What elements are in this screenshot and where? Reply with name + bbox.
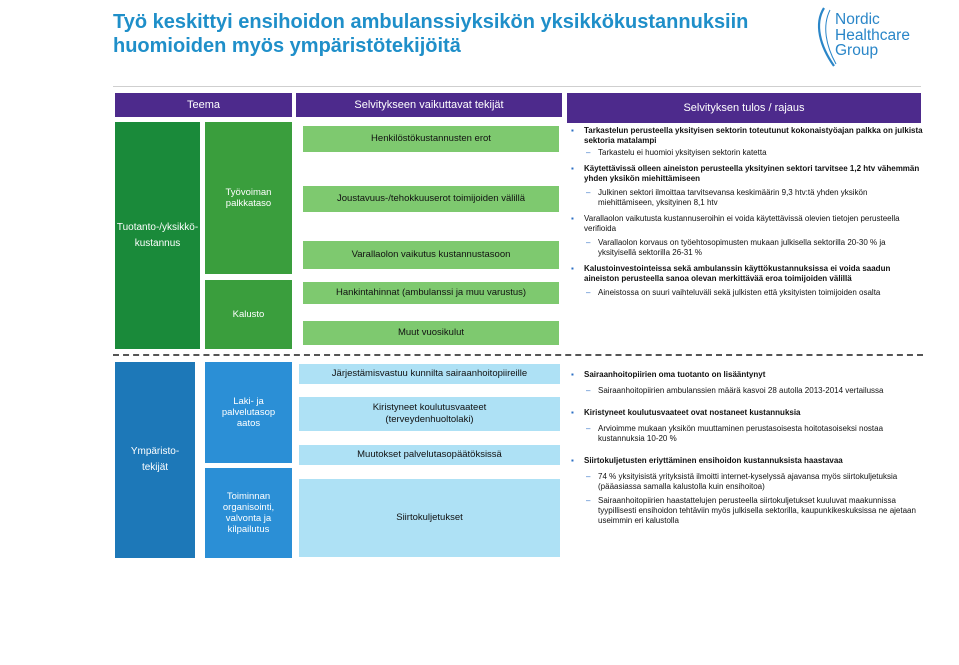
dash-icon: –	[586, 424, 591, 433]
subtheme-law-label: Laki- ja palvelutasop aatos	[221, 396, 276, 429]
factor-organising-label: Järjestämisvastuu kunnilta sairaanhoitopiireille	[331, 368, 528, 379]
result-sub-text: Julkinen sektori ilmoittaa tarvitsevansa keskimäärin 9,3 htv:tä yhden yksikön miehittämiseen, yksityinen 8,1 htv	[598, 188, 868, 207]
bullet-icon: ▪	[571, 126, 574, 135]
factor-decisions-label: Muutokset palvelutasopäätöksissä	[357, 449, 502, 460]
bullet-icon: ▪	[571, 456, 574, 465]
bullet-icon: ▪	[571, 370, 574, 379]
factor-staff-cost-label: Henkilöstökustannusten erot	[371, 133, 491, 144]
factor-purchases-label: Hankintahinnat (ambulanssi ja muu varustus)	[335, 287, 527, 298]
factor-organising	[299, 364, 560, 384]
result-sub	[568, 472, 924, 492]
page-title: Työ keskittyi ensihoidon ambulanssiyksikön yksikkökustannuksiin huomioiden myös ympäristötekijöitä	[113, 11, 749, 57]
factor-training-label: Kiristyneet koulutusvaateet (terveydenhuoltolaki)	[372, 402, 487, 425]
header-factors: Selvitykseen vaikuttavat tekijät	[296, 93, 562, 117]
result-main: Käytettävissä olleen aineiston perusteella yksityinen sektori tarvitsee 1,2 htv vähemmän yhden yksikön miehittämiseen	[584, 164, 920, 183]
result-main: Kalustoinvestointeissa sekä ambulanssin käyttökustannuksissa ei voida saadun aineiston perusteella sanoa olevan merkittävää eroa toimijoiden välillä	[584, 264, 891, 283]
dash-icon: –	[586, 148, 591, 157]
result-sub	[568, 188, 924, 208]
result-sub	[568, 424, 924, 444]
factor-decisions	[299, 445, 560, 465]
results-top	[568, 126, 924, 298]
theme-environment	[115, 362, 195, 558]
result-item	[568, 126, 924, 146]
result-sub-text: Tarkastelu ei huomioi yksityisen sektorin katetta	[598, 148, 767, 157]
result-sub	[568, 496, 924, 526]
subtheme-labour-label: Työvoiman palkkataso	[225, 187, 272, 209]
results-bottom	[568, 370, 924, 526]
header-theme: Teema	[115, 93, 292, 117]
bullet-icon: ▪	[571, 214, 574, 223]
dash-icon: –	[586, 386, 591, 395]
result-item	[568, 214, 924, 234]
result-sub	[568, 238, 924, 258]
result-sub-text: Arvioimme mukaan yksikön muuttaminen perustasoisesta hoitotasoiseksi nostaa kustannuksia 10-20 %	[598, 424, 884, 443]
factor-transfers-label: Siirtokuljetukset	[396, 512, 463, 523]
result-item	[568, 264, 924, 284]
theme-unit-cost-label: Tuotanto-/yksikkö-kustannus	[116, 221, 199, 249]
theme-unit-cost	[115, 122, 200, 349]
result-main: Siirtokuljetusten eriyttäminen ensihoidon kustannuksista haastavaa	[584, 456, 843, 465]
section-separator	[113, 354, 923, 356]
logo-line-1: Nordic	[835, 11, 880, 28]
result-item	[568, 456, 924, 466]
divider	[113, 86, 921, 87]
result-main: Kiristyneet koulutusvaateet ovat nostaneet kustannuksia	[584, 408, 801, 417]
result-main: Tarkastelun perusteella yksityisen sektorin toteutunut kokonaistyöajan palkka on julkista sektoria matalampi	[584, 126, 923, 145]
factor-transfers	[299, 479, 560, 557]
result-sub-text: 74 % yksityisistä yrityksistä ilmoitti internet-kyselyssä ajavansa myös siirtokuljetuksia (pääasiassa samalla kalustolla kuin ensihoitoa)	[598, 472, 898, 491]
subtheme-operations	[205, 468, 292, 558]
bullet-icon: ▪	[571, 164, 574, 173]
dash-icon: –	[586, 472, 591, 481]
result-item	[568, 370, 924, 380]
factor-standby-label: Varallaolon vaikutus kustannustasoon	[351, 249, 511, 260]
result-sub	[568, 148, 924, 158]
factor-flexibility	[303, 186, 559, 212]
factor-purchases	[303, 282, 559, 304]
result-main: Sairaanhoitopiirien oma tuotanto on lisääntynyt	[584, 370, 766, 379]
factor-staff-cost	[303, 126, 559, 152]
result-main: Varallaolon vaikutusta kustannuseroihin ei voida käytettävissä olevien tietojen perusteella verifioida	[584, 214, 900, 233]
factor-standby	[303, 241, 559, 269]
factor-training	[299, 397, 560, 431]
dash-icon: –	[586, 238, 591, 247]
subtheme-law	[205, 362, 292, 463]
subtheme-equipment-label: Kalusto	[232, 309, 265, 320]
logo-text	[835, 12, 910, 59]
factor-other-running	[303, 321, 559, 345]
bullet-icon: ▪	[571, 264, 574, 273]
logo-line-2: Healthcare	[835, 26, 910, 44]
result-sub	[568, 288, 924, 298]
factor-flexibility-label: Joustavuus-/tehokkuuserot toimijoiden välillä	[337, 193, 525, 204]
result-sub-text: Sairaanhoitopiirien haastattelujen perusteella siirtokuljetukset kuuluvat maakunnissa tyypillisesti ensihoidon tehtäviin myös julkisella sektorilla, kaupunkikeskuksissa ne ajetaan useimmin eri kalustolla	[598, 496, 916, 525]
dash-icon: –	[586, 496, 591, 505]
dash-icon: –	[586, 288, 591, 297]
result-item	[568, 408, 924, 418]
logo-line-3: Group	[835, 42, 879, 59]
theme-environment-label: Ympäristo-tekijät	[130, 446, 180, 473]
dash-icon: –	[586, 188, 591, 197]
subtheme-equipment	[205, 280, 292, 349]
result-sub	[568, 386, 924, 396]
subtheme-labour	[205, 122, 292, 274]
header-results: Selvityksen tulos / rajaus	[567, 93, 921, 123]
result-sub-text: Sairaanhoitopiirien ambulanssien määrä kasvoi 28 autolla 2013-2014 vertailussa	[598, 386, 884, 395]
result-item	[568, 164, 924, 184]
bullet-icon: ▪	[571, 408, 574, 417]
subtheme-operations-label: Toiminnan organisointi, valvonta ja kilpailutus	[222, 491, 275, 535]
factor-other-running-label: Muut vuosikulut	[397, 327, 464, 338]
result-sub-text: Aineistossa on suuri vaihteluväli sekä julkisten että yksityisten toimijoiden osalta	[598, 288, 881, 297]
result-sub-text: Varallaolon korvaus on työehtosopimusten mukaan julkisella sektorilla 20-30 % ja yksityisellä sektorilla 26-31 %	[598, 238, 886, 257]
